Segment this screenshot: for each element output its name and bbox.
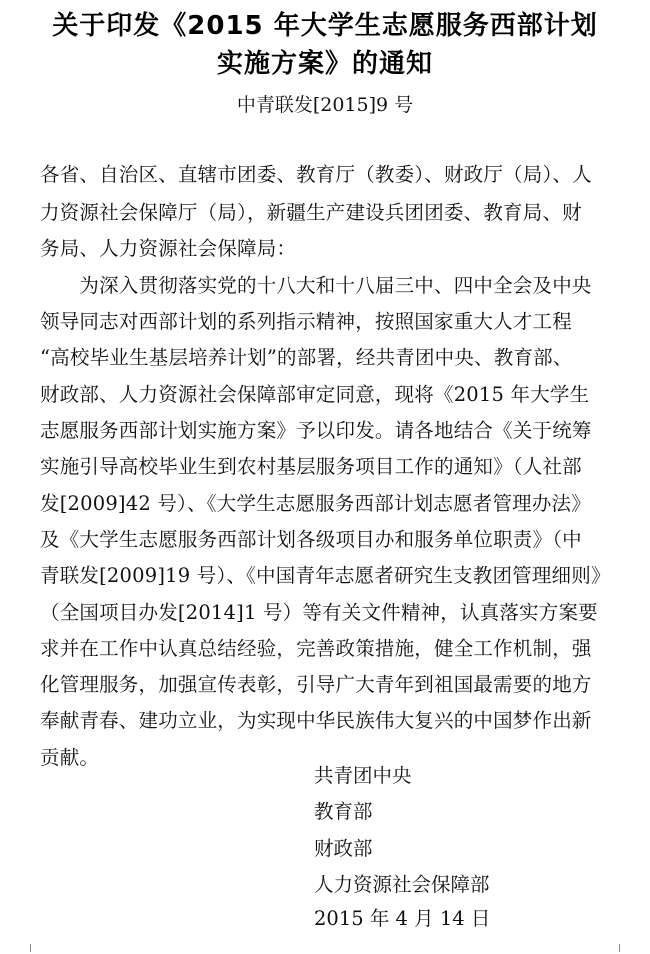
- body-line: 为深入贯彻落实党的十八大和十八届三中、四中全会及中央: [40, 274, 592, 297]
- signatory: 人力资源社会保障部: [314, 873, 490, 896]
- issue-date: 2015 年 4 月 14 日: [314, 907, 491, 930]
- body-line: 化管理服务，加强宣传表彰，引导广大青年到祖国最需要的地方: [40, 673, 592, 696]
- page-corner-mark: [30, 944, 39, 952]
- body-line: 实施引导高校毕业生到农村基层服务项目工作的通知》（人社部: [40, 455, 582, 478]
- signatory: 财政部: [314, 837, 373, 860]
- body-line: 志愿服务西部计划实施方案》予以印发。请各地结合《关于统筹: [40, 419, 592, 442]
- body-line: 奉献青春、建功立业，为实现中华民族伟大复兴的中国梦作出新: [40, 709, 592, 732]
- document-number: 中青联发[2015]9 号: [236, 94, 414, 116]
- body-line: （全国项目办发[2014]1 号）等有关文件精神，认真落实方案要: [40, 601, 598, 624]
- document-title-line-1: 关于印发《2015 年大学生志愿服务西部计划: [52, 11, 598, 41]
- signatory: 共青团中央: [314, 764, 412, 787]
- page-corner-mark: [611, 944, 620, 952]
- signatory: 教育部: [314, 800, 373, 823]
- body-line: 贡献。: [40, 746, 100, 769]
- recipient-line: 力资源社会保障厅（局），新疆生产建设兵团团委、教育局、财: [40, 201, 582, 224]
- document-title-line-2: 实施方案》的通知: [216, 49, 433, 79]
- recipient-line: 务局、人力资源社会保障局：: [40, 237, 297, 260]
- recipient-line: 各省、自治区、直辖市团委、教育厅（教委）、财政厅（局）、人: [40, 163, 592, 186]
- body-line: 求并在工作中认真总结经验，完善政策措施，健全工作机制，强: [40, 637, 592, 660]
- body-line: 财政部、人力资源社会保障部审定同意，现将《2015 年大学生: [40, 383, 590, 406]
- body-line: 及《大学生志愿服务西部计划各级项目办和服务单位职责》（中: [40, 528, 582, 551]
- body-line: 青联发[2009]19 号）、《中国青年志愿者研究生支教团管理细则》: [40, 564, 611, 587]
- body-line: “高校毕业生基层培养计划”的部署，经共青团中央、教育部、: [40, 346, 573, 369]
- body-line: 领导同志对西部计划的系列指示精神，按照国家重大人才工程: [40, 310, 572, 333]
- body-line: 发[2009]42 号）、《大学生志愿服务西部计划志愿者管理办法》: [40, 492, 591, 515]
